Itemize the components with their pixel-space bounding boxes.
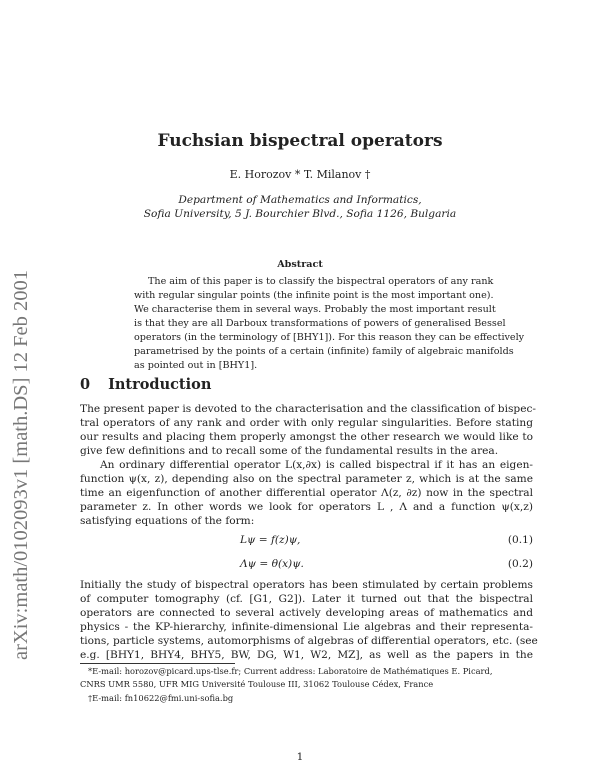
abstract-line: as pointed out in [BHY1]. [134, 360, 258, 371]
body-line: The present paper is devoted to the characterisation and the classification of bispec- [80, 403, 536, 415]
page-number: 1 [296, 751, 304, 763]
paper-title: Fuchsian bispectral operators [157, 131, 443, 151]
body-line: operators are connected to several actively developing areas of mathematics and [80, 607, 533, 619]
body-line: tions, particle systems, automorphisms of algebras of differential operators, etc. (see [80, 635, 538, 647]
equation: Λψ = θ(x)ψ. [240, 558, 304, 570]
equation: Lψ = f(z)ψ, [240, 534, 301, 546]
authors: E. Horozov * T. Milanov † [229, 168, 371, 181]
arxiv-stamp: arXiv:math/0102093v1 [math.DS] 12 Feb 2001 [10, 269, 32, 660]
equation-number: (0.1) [507, 534, 533, 546]
body-line: satisfying equations of the form: [80, 515, 255, 527]
abstract-heading: Abstract [277, 259, 323, 270]
body-line: of computer tomography (cf. [G1, G2]). Later it turned out that the bispectral [80, 593, 533, 605]
footnote: †E-mail: fn10622@fmi.uni-sofia.bg [88, 693, 234, 703]
affiliation-line: Sofia University, 5 J. Bourchier Blvd., Sofia 1126, Bulgaria [143, 208, 457, 220]
body-line: An ordinary differential operator L(x,∂x) is called bispectral if it has an eigen- [100, 459, 533, 471]
body-line: give few definitions and to recall some of the fundamental results in the area. [80, 445, 499, 457]
body-line: time an eigenfunction of another differential operator Λ(z, ∂z) now in the spectral [80, 487, 533, 499]
body-line: Initially the study of bispectral operators has been stimulated by certain problems [80, 579, 533, 591]
abstract-line: We characterise them in several ways. Probably the most important result [134, 304, 496, 315]
equation-number: (0.2) [507, 558, 533, 570]
section-heading [80, 376, 211, 393]
body-line: tral operators of any rank and order with only regular singularities. Before stating [80, 417, 533, 429]
footnote-rule [80, 663, 235, 664]
body-line: parameter z. In other words we look for operators L , Λ and a function ψ(x,z) [80, 501, 533, 513]
body-line: function ψ(x, z), depending also on the spectral parameter z, which is at the same [80, 473, 533, 485]
body-line: physics - the KP-hierarchy, infinite-dimensional Lie algebras and their representa- [80, 621, 533, 633]
footnote: *E-mail: horozov@picard.ups-tlse.fr; Current address: Laboratoire de Mathématiques E. Picard, [88, 666, 493, 676]
section-title: Introduction [108, 376, 212, 393]
abstract-line: is that they are all Darboux transformations of powers of generalised Bessel [134, 318, 506, 329]
footnote: CNRS UMR 5580, UFR MIG Université Toulouse III, 31062 Toulouse Cédex, France [80, 679, 434, 689]
body-line: our results and placing them properly amongst the other research we would like to [80, 431, 533, 443]
body-line: e.g. [BHY1, BHY4, BHY5, BW, DG, W1, W2, MZ], as well as the papers in the [80, 649, 533, 661]
abstract-line: The aim of this paper is to classify the bispectral operators of any rank [148, 276, 494, 287]
abstract-line: parametrised by the points of a certain (infinite) family of algebraic manifolds [134, 346, 514, 357]
abstract-line: operators (in the terminology of [BHY1]). For this reason they can be effectively [134, 332, 525, 343]
abstract-line: with regular singular points (the infinite point is the most important one). [134, 290, 494, 301]
section-number: 0 [80, 376, 91, 393]
affiliation-line: Department of Mathematics and Informatics, [178, 194, 422, 206]
